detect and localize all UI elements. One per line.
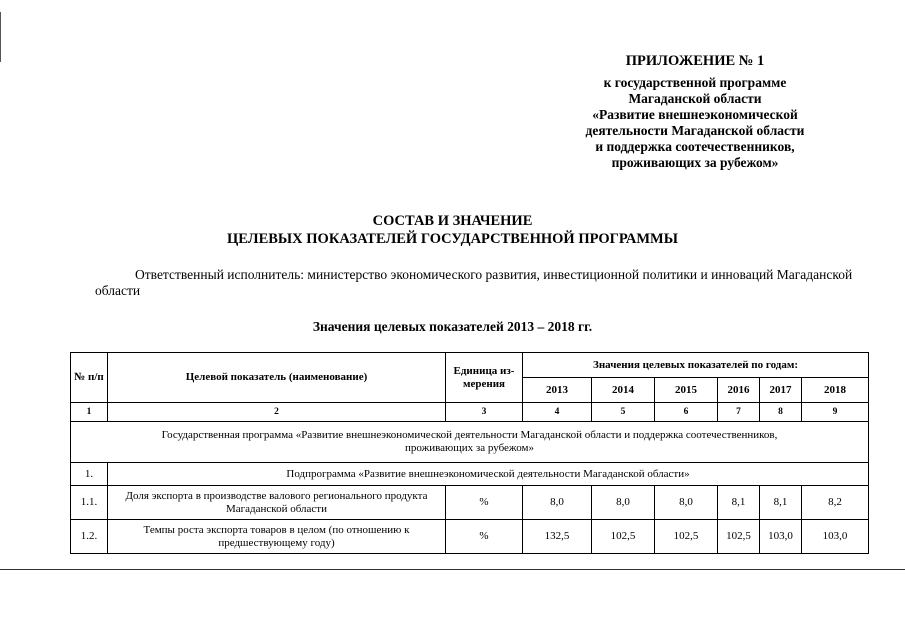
column-number: 5 (592, 403, 655, 422)
row-num: 1.2. (71, 520, 108, 554)
row-value: 102,5 (718, 520, 760, 554)
appendix-line: деятельности Магаданской области (585, 123, 805, 138)
subprogram-num: 1. (71, 463, 108, 486)
column-number: 9 (802, 403, 869, 422)
column-number: 3 (446, 403, 523, 422)
row-value: 8,0 (655, 486, 718, 520)
header-year: 2016 (718, 378, 760, 403)
appendix-line: проживающих за рубежом» (611, 155, 779, 170)
column-number: 1 (71, 403, 108, 422)
document-title-line2: ЦЕЛЕВЫХ ПОКАЗАТЕЛЕЙ ГОСУДАРСТВЕННОЙ ПРОГРАММЫ (227, 231, 678, 247)
scan-edge-line (0, 12, 1, 62)
program-title: Государственная программа «Развитие внешнеэкономической деятельности Магаданской области и поддержка соотечественников, проживающих за рубежом» (71, 422, 869, 463)
row-indicator: Доля экспорта в производстве валового регионального продукта Магаданской области (108, 486, 446, 520)
indicators-table (70, 352, 869, 554)
appendix-line: к государственной программе (603, 75, 787, 90)
row-num: 1.1. (71, 486, 108, 520)
header-year: 2014 (592, 378, 655, 403)
row-value: 103,0 (802, 520, 869, 554)
header-unit: Единица из-мерения (446, 353, 523, 403)
subprogram-title: Подпрограмма «Развитие внешнеэкономической деятельности Магаданской области» (108, 463, 869, 486)
table-row (71, 520, 869, 554)
row-value: 132,5 (523, 520, 592, 554)
header-year: 2013 (523, 378, 592, 403)
appendix-line: и поддержка соотечественников, (595, 139, 795, 154)
page-bottom-line (0, 569, 905, 570)
header-indicator: Целевой показатель (наименование) (108, 353, 446, 403)
appendix-line: «Развитие внешнеэкономической (592, 107, 798, 122)
header-year: 2017 (760, 378, 802, 403)
row-value: 8,0 (523, 486, 592, 520)
header-num: № п/п (71, 353, 108, 403)
program-row (71, 422, 869, 463)
header-year: 2015 (655, 378, 718, 403)
appendix-title: ПРИЛОЖЕНИЕ № 1 (625, 53, 765, 69)
document-title-line1: СОСТАВ И ЗНАЧЕНИЕ (372, 213, 533, 229)
row-indicator: Темпы роста экспорта товаров в целом (по отношению к предшествующему году) (108, 520, 446, 554)
column-number-row (71, 403, 869, 422)
table-subtitle: Значения целевых показателей 2013 – 2018 гг. (312, 319, 593, 334)
table-row (71, 486, 869, 520)
appendix-block (560, 53, 830, 171)
row-unit: % (446, 486, 523, 520)
column-number: 4 (523, 403, 592, 422)
row-value: 102,5 (655, 520, 718, 554)
subprogram-row (71, 463, 869, 486)
column-number: 6 (655, 403, 718, 422)
column-number: 2 (108, 403, 446, 422)
row-value: 8,0 (592, 486, 655, 520)
row-value: 8,2 (802, 486, 869, 520)
header-values-by-year: Значения целевых показателей по годам: (523, 353, 869, 378)
row-value: 8,1 (760, 486, 802, 520)
row-value: 8,1 (718, 486, 760, 520)
row-unit: % (446, 520, 523, 554)
appendix-line: Магаданской области (628, 91, 762, 106)
responsible-text: Ответственный исполнитель: министерство экономического развития, инвестиционной политики и инноваций Магаданской области (95, 267, 853, 298)
column-number: 7 (718, 403, 760, 422)
header-year: 2018 (802, 378, 869, 403)
document-title (0, 212, 905, 248)
table-header-row (71, 353, 869, 378)
row-value: 103,0 (760, 520, 802, 554)
responsible-executor (95, 267, 855, 299)
column-number: 8 (760, 403, 802, 422)
row-value: 102,5 (592, 520, 655, 554)
